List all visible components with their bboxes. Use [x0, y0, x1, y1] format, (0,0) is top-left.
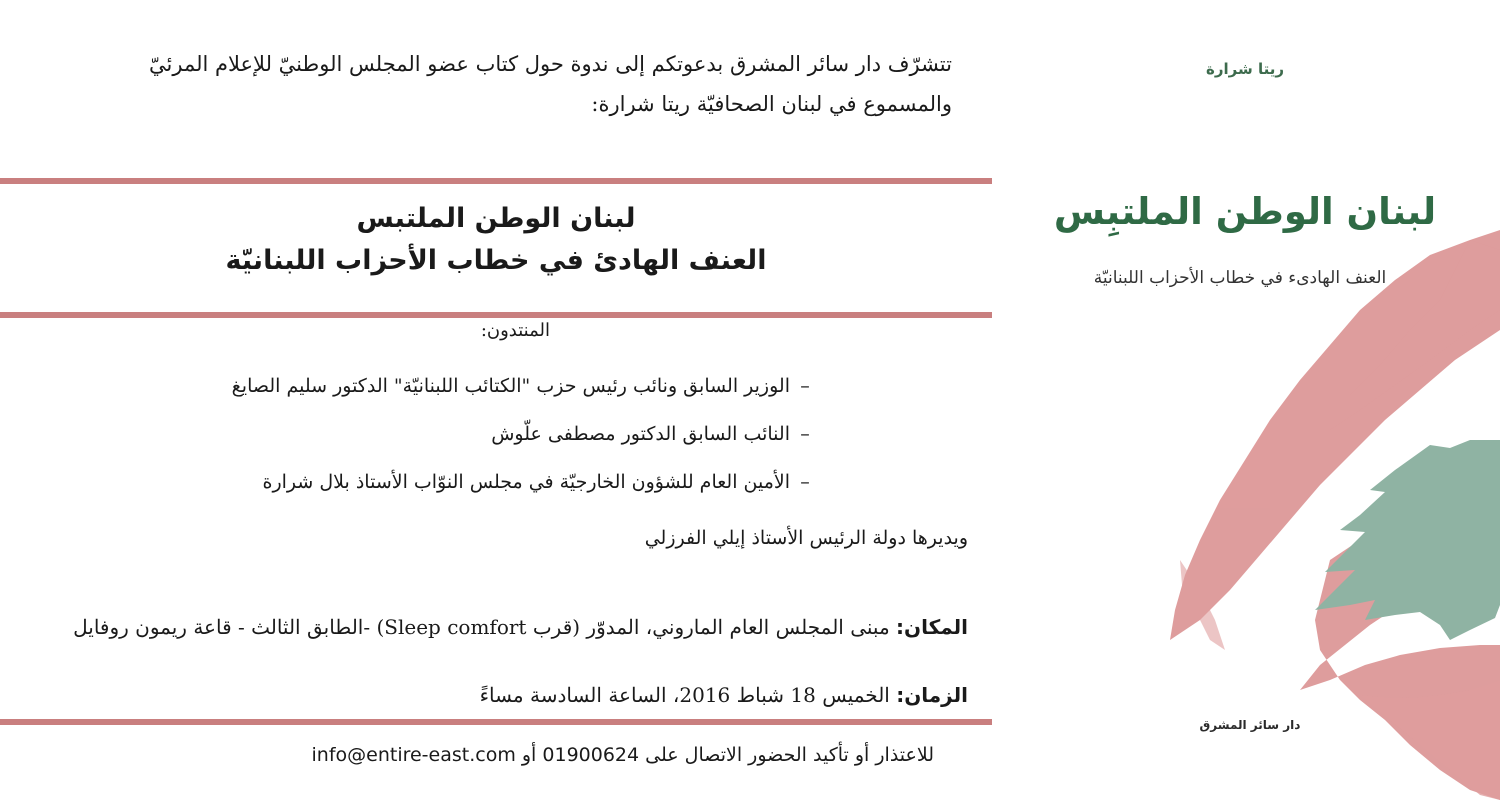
venue-text: مبنى المجلس العام الماروني، المدوّر (قرب Sleep comfort) -الطابق الثالث - قاعة ريمون روفايل: [73, 615, 890, 639]
list-item: [20, 410, 820, 458]
panelist-name: الوزير السابق ونائب رئيس حزب "الكتائب اللبنانيّة" الدكتور سليم الصايغ: [231, 375, 790, 397]
cover-artwork: [1000, 0, 1500, 800]
bullet-dash: –: [800, 423, 810, 445]
list-item: [20, 362, 820, 410]
bullet-dash: –: [800, 471, 810, 493]
cover-subtitle: العنف الهادىء في خطاب الأحزاب اللبنانيّة: [1093, 268, 1387, 288]
panelists-list: [20, 362, 820, 506]
time-text: الخميس 18 شباط 2016، الساعة السادسة مساءً: [479, 683, 890, 707]
cover-publisher: دار سائر المشرق: [1199, 718, 1301, 732]
intro-text: [32, 44, 952, 124]
book-subtitle: العنف الهادئ في خطاب الأحزاب اللبنانيّة: [225, 245, 767, 276]
cover-title: لبنان الوطن الملتبِس: [1053, 190, 1437, 233]
book-title-block: [0, 198, 992, 282]
panelist-name: النائب السابق الدكتور مصطفى علّوش: [491, 423, 790, 445]
book-title: لبنان الوطن الملتبس: [356, 203, 636, 234]
book-cover: [1000, 0, 1500, 800]
divider-top: [0, 178, 992, 184]
cover-author: ريتا شرارة: [1206, 60, 1284, 78]
panelist-name: الأمين العام للشؤون الخارجيّة في مجلس النوّاب الأستاذ بلال شرارة: [262, 471, 790, 493]
list-item: [20, 458, 820, 506]
divider-middle: [0, 312, 992, 318]
venue-line: [68, 610, 968, 644]
time-label: الزمان:: [896, 683, 968, 707]
panelists-heading: المنتدون:: [480, 320, 550, 341]
time-line: [480, 678, 968, 712]
moderator-text: ويديرها دولة الرئيس الأستاذ إيلي الفرزلي: [644, 527, 968, 549]
rsvp-contact: للاعتذار أو تأكيد الحضور الاتصال على 01900624 أو info@entire-east.com: [311, 744, 934, 766]
divider-bottom: [0, 719, 992, 725]
intro-line-2: والمسموع في لبنان الصحافيّة ريتا شرارة:: [591, 92, 952, 116]
venue-label: المكان:: [896, 615, 968, 639]
intro-line-1: تتشرّف دار سائر المشرق بدعوتكم إلى ندوة حول كتاب عضو المجلس الوطنيّ للإعلام المرئيّ: [149, 52, 952, 76]
bullet-dash: –: [800, 375, 810, 397]
